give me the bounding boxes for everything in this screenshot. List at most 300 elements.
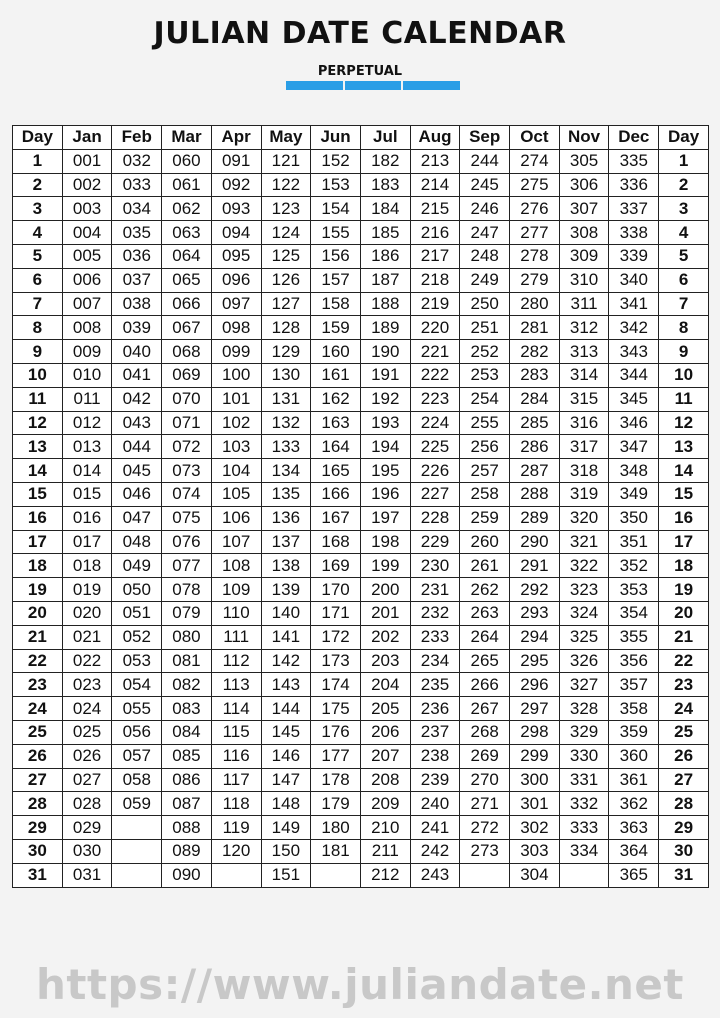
- julian-date-cell: 327: [559, 673, 609, 697]
- julian-date-cell: 325: [559, 625, 609, 649]
- julian-date-cell: 241: [410, 816, 460, 840]
- julian-date-cell: 202: [360, 625, 410, 649]
- julian-date-cell: 074: [162, 482, 212, 506]
- julian-date-cell: 033: [112, 173, 162, 197]
- julian-date-cell: 002: [62, 173, 112, 197]
- day-number-cell: 3: [659, 197, 709, 221]
- julian-date-cell: 354: [609, 601, 659, 625]
- day-number-cell: 6: [659, 268, 709, 292]
- julian-date-cell: 103: [211, 435, 261, 459]
- julian-date-cell: 248: [460, 244, 510, 268]
- julian-date-cell: 277: [510, 221, 560, 245]
- julian-date-cell: 135: [261, 482, 311, 506]
- julian-date-cell: 082: [162, 673, 212, 697]
- julian-date-cell: 174: [311, 673, 361, 697]
- accent-bar-segment: [286, 81, 343, 90]
- julian-date-cell: 246: [460, 197, 510, 221]
- julian-date-cell: [460, 863, 510, 887]
- julian-date-cell: 011: [62, 387, 112, 411]
- day-number-cell: 28: [659, 792, 709, 816]
- julian-date-cell: 087: [162, 792, 212, 816]
- julian-date-cell: 111: [211, 625, 261, 649]
- day-number-cell: 10: [659, 363, 709, 387]
- julian-date-cell: 101: [211, 387, 261, 411]
- julian-date-cell: 188: [360, 292, 410, 316]
- julian-date-cell: 365: [609, 863, 659, 887]
- julian-date-cell: 291: [510, 554, 560, 578]
- julian-date-cell: 227: [410, 482, 460, 506]
- table-row: [13, 863, 709, 887]
- accent-bar-segment: [345, 81, 402, 90]
- julian-date-cell: 117: [211, 768, 261, 792]
- day-number-cell: 6: [13, 268, 63, 292]
- julian-date-cell: 020: [62, 601, 112, 625]
- julian-date-cell: 086: [162, 768, 212, 792]
- julian-date-cell: 137: [261, 530, 311, 554]
- julian-date-cell: 217: [410, 244, 460, 268]
- julian-date-cell: 083: [162, 697, 212, 721]
- julian-date-cell: 034: [112, 197, 162, 221]
- julian-date-cell: 306: [559, 173, 609, 197]
- julian-date-cell: 222: [410, 363, 460, 387]
- julian-date-cell: 251: [460, 316, 510, 340]
- julian-date-cell: 207: [360, 744, 410, 768]
- day-number-cell: 27: [659, 768, 709, 792]
- julian-date-cell: 249: [460, 268, 510, 292]
- day-number-cell: 20: [13, 601, 63, 625]
- julian-date-cell: 261: [460, 554, 510, 578]
- page-title: JULIAN DATE CALENDAR: [153, 16, 567, 51]
- julian-date-cell: 280: [510, 292, 560, 316]
- julian-date-cell: 311: [559, 292, 609, 316]
- julian-date-cell: 072: [162, 435, 212, 459]
- julian-date-cell: 045: [112, 459, 162, 483]
- day-number-cell: 18: [13, 554, 63, 578]
- julian-date-cell: 334: [559, 839, 609, 863]
- day-number-cell: 21: [13, 625, 63, 649]
- julian-date-cell: 254: [460, 387, 510, 411]
- julian-date-cell: 339: [609, 244, 659, 268]
- julian-date-cell: 129: [261, 340, 311, 364]
- julian-date-cell: 154: [311, 197, 361, 221]
- julian-date-cell: 326: [559, 649, 609, 673]
- julian-date-cell: 158: [311, 292, 361, 316]
- julian-date-cell: 119: [211, 816, 261, 840]
- julian-date-cell: 104: [211, 459, 261, 483]
- julian-date-cell: 007: [62, 292, 112, 316]
- julian-date-cell: 155: [311, 221, 361, 245]
- julian-date-cell: 106: [211, 506, 261, 530]
- julian-date-cell: 253: [460, 363, 510, 387]
- julian-date-cell: 124: [261, 221, 311, 245]
- julian-date-cell: 226: [410, 459, 460, 483]
- julian-date-cell: 126: [261, 268, 311, 292]
- day-number-cell: 11: [659, 387, 709, 411]
- julian-date-cell: 024: [62, 697, 112, 721]
- julian-date-cell: 182: [360, 149, 410, 173]
- julian-date-cell: 076: [162, 530, 212, 554]
- julian-date-cell: 025: [62, 720, 112, 744]
- julian-date-cell: 331: [559, 768, 609, 792]
- julian-date-cell: 247: [460, 221, 510, 245]
- julian-date-cell: 234: [410, 649, 460, 673]
- julian-date-cell: 138: [261, 554, 311, 578]
- julian-date-cell: 167: [311, 506, 361, 530]
- day-number-cell: 16: [13, 506, 63, 530]
- julian-date-cell: 230: [410, 554, 460, 578]
- table-header-row: [13, 126, 709, 150]
- julian-date-cell: 244: [460, 149, 510, 173]
- julian-date-cell: 148: [261, 792, 311, 816]
- julian-date-cell: 177: [311, 744, 361, 768]
- julian-date-cell: 221: [410, 340, 460, 364]
- julian-date-cell: 276: [510, 197, 560, 221]
- julian-date-cell: 008: [62, 316, 112, 340]
- julian-date-cell: 272: [460, 816, 510, 840]
- julian-date-cell: 198: [360, 530, 410, 554]
- julian-date-cell: 290: [510, 530, 560, 554]
- julian-date-cell: 353: [609, 578, 659, 602]
- julian-date-cell: 288: [510, 482, 560, 506]
- julian-date-cell: 073: [162, 459, 212, 483]
- julian-date-cell: 139: [261, 578, 311, 602]
- julian-date-cell: 228: [410, 506, 460, 530]
- julian-date-cell: 014: [62, 459, 112, 483]
- julian-date-cell: 112: [211, 649, 261, 673]
- julian-date-cell: 048: [112, 530, 162, 554]
- julian-date-cell: 255: [460, 411, 510, 435]
- column-header: Day: [659, 126, 709, 150]
- julian-date-cell: 210: [360, 816, 410, 840]
- julian-date-cell: 192: [360, 387, 410, 411]
- column-header: Day: [13, 126, 63, 150]
- day-number-cell: 21: [659, 625, 709, 649]
- julian-date-cell: 193: [360, 411, 410, 435]
- julian-date-cell: 224: [410, 411, 460, 435]
- day-number-cell: 19: [13, 578, 63, 602]
- page-subtitle: PERPETUAL: [317, 64, 403, 79]
- accent-bar: [286, 81, 460, 90]
- julian-date-cell: 100: [211, 363, 261, 387]
- julian-date-cell: 360: [609, 744, 659, 768]
- table-row: [13, 792, 709, 816]
- julian-date-cell: 185: [360, 221, 410, 245]
- julian-date-cell: 146: [261, 744, 311, 768]
- julian-date-cell: 114: [211, 697, 261, 721]
- julian-date-cell: 097: [211, 292, 261, 316]
- julian-date-cell: 348: [609, 459, 659, 483]
- julian-date-cell: 279: [510, 268, 560, 292]
- day-number-cell: 13: [659, 435, 709, 459]
- julian-date-cell: 145: [261, 720, 311, 744]
- table-row: [13, 268, 709, 292]
- table-row: [13, 482, 709, 506]
- table-row: [13, 197, 709, 221]
- julian-date-cell: 196: [360, 482, 410, 506]
- day-number-cell: 4: [659, 221, 709, 245]
- julian-date-cell: 340: [609, 268, 659, 292]
- table-row: [13, 768, 709, 792]
- day-number-cell: 30: [659, 839, 709, 863]
- julian-date-cell: 257: [460, 459, 510, 483]
- julian-date-cell: 213: [410, 149, 460, 173]
- julian-date-cell: 266: [460, 673, 510, 697]
- julian-date-cell: 343: [609, 340, 659, 364]
- julian-date-cell: 036: [112, 244, 162, 268]
- julian-date-table: [12, 125, 709, 888]
- day-number-cell: 31: [13, 863, 63, 887]
- julian-date-cell: 091: [211, 149, 261, 173]
- julian-date-cell: 093: [211, 197, 261, 221]
- julian-date-cell: 260: [460, 530, 510, 554]
- julian-date-cell: 358: [609, 697, 659, 721]
- julian-date-cell: 026: [62, 744, 112, 768]
- julian-date-cell: 069: [162, 363, 212, 387]
- julian-date-cell: 108: [211, 554, 261, 578]
- julian-date-cell: 302: [510, 816, 560, 840]
- julian-date-cell: 092: [211, 173, 261, 197]
- julian-date-cell: 186: [360, 244, 410, 268]
- julian-date-cell: 205: [360, 697, 410, 721]
- julian-date-cell: 049: [112, 554, 162, 578]
- julian-date-cell: 113: [211, 673, 261, 697]
- julian-date-cell: 203: [360, 649, 410, 673]
- julian-date-cell: 300: [510, 768, 560, 792]
- julian-date-cell: 070: [162, 387, 212, 411]
- julian-date-cell: 169: [311, 554, 361, 578]
- julian-date-cell: 273: [460, 839, 510, 863]
- julian-date-cell: 061: [162, 173, 212, 197]
- julian-date-cell: 322: [559, 554, 609, 578]
- julian-date-cell: 351: [609, 530, 659, 554]
- julian-date-cell: 235: [410, 673, 460, 697]
- julian-date-cell: 039: [112, 316, 162, 340]
- julian-date-cell: 035: [112, 221, 162, 245]
- julian-date-cell: 271: [460, 792, 510, 816]
- julian-date-cell: 274: [510, 149, 560, 173]
- julian-date-cell: 105: [211, 482, 261, 506]
- julian-date-cell: 295: [510, 649, 560, 673]
- julian-date-cell: 345: [609, 387, 659, 411]
- julian-date-cell: 141: [261, 625, 311, 649]
- julian-date-cell: 304: [510, 863, 560, 887]
- julian-date-cell: 350: [609, 506, 659, 530]
- day-number-cell: 12: [13, 411, 63, 435]
- julian-date-cell: 060: [162, 149, 212, 173]
- julian-date-cell: 023: [62, 673, 112, 697]
- julian-date-cell: 067: [162, 316, 212, 340]
- julian-date-cell: 010: [62, 363, 112, 387]
- julian-date-cell: 094: [211, 221, 261, 245]
- julian-date-cell: 144: [261, 697, 311, 721]
- julian-date-cell: 275: [510, 173, 560, 197]
- julian-date-cell: 323: [559, 578, 609, 602]
- julian-date-cell: 003: [62, 197, 112, 221]
- day-number-cell: 4: [13, 221, 63, 245]
- day-number-cell: 22: [13, 649, 63, 673]
- julian-date-cell: 116: [211, 744, 261, 768]
- day-number-cell: 17: [13, 530, 63, 554]
- julian-date-cell: 161: [311, 363, 361, 387]
- julian-date-cell: 095: [211, 244, 261, 268]
- julian-date-cell: 068: [162, 340, 212, 364]
- table-row: [13, 578, 709, 602]
- julian-date-cell: 178: [311, 768, 361, 792]
- julian-date-cell: 317: [559, 435, 609, 459]
- julian-date-cell: 163: [311, 411, 361, 435]
- julian-date-cell: 130: [261, 363, 311, 387]
- julian-date-cell: 053: [112, 649, 162, 673]
- julian-date-cell: 055: [112, 697, 162, 721]
- day-number-cell: 14: [659, 459, 709, 483]
- day-number-cell: 11: [13, 387, 63, 411]
- day-number-cell: 13: [13, 435, 63, 459]
- day-number-cell: 24: [659, 697, 709, 721]
- day-number-cell: 3: [13, 197, 63, 221]
- julian-date-cell: 059: [112, 792, 162, 816]
- day-number-cell: 8: [659, 316, 709, 340]
- day-number-cell: 29: [659, 816, 709, 840]
- accent-bar-segment: [403, 81, 460, 90]
- day-number-cell: 29: [13, 816, 63, 840]
- day-number-cell: 15: [13, 482, 63, 506]
- table-row: [13, 720, 709, 744]
- table-row: [13, 459, 709, 483]
- julian-date-cell: 042: [112, 387, 162, 411]
- julian-date-cell: 062: [162, 197, 212, 221]
- julian-date-cell: 215: [410, 197, 460, 221]
- julian-date-cell: 305: [559, 149, 609, 173]
- julian-date-cell: 324: [559, 601, 609, 625]
- julian-date-cell: 136: [261, 506, 311, 530]
- julian-date-cell: 109: [211, 578, 261, 602]
- julian-date-cell: 018: [62, 554, 112, 578]
- day-number-cell: 5: [13, 244, 63, 268]
- julian-date-cell: 131: [261, 387, 311, 411]
- julian-date-cell: 022: [62, 649, 112, 673]
- julian-date-cell: 179: [311, 792, 361, 816]
- table-row: [13, 697, 709, 721]
- julian-date-cell: 030: [62, 839, 112, 863]
- julian-date-cell: 332: [559, 792, 609, 816]
- julian-date-cell: 283: [510, 363, 560, 387]
- table-row: [13, 316, 709, 340]
- julian-date-cell: 125: [261, 244, 311, 268]
- day-number-cell: 23: [659, 673, 709, 697]
- table-row: [13, 816, 709, 840]
- day-number-cell: 27: [13, 768, 63, 792]
- julian-date-cell: 080: [162, 625, 212, 649]
- julian-date-cell: 284: [510, 387, 560, 411]
- julian-date-cell: 172: [311, 625, 361, 649]
- table-row: [13, 149, 709, 173]
- day-number-cell: 26: [659, 744, 709, 768]
- julian-date-cell: 043: [112, 411, 162, 435]
- julian-date-cell: 189: [360, 316, 410, 340]
- julian-date-cell: 184: [360, 197, 410, 221]
- table-row: [13, 387, 709, 411]
- julian-date-cell: 050: [112, 578, 162, 602]
- julian-date-cell: 142: [261, 649, 311, 673]
- julian-date-cell: 051: [112, 601, 162, 625]
- julian-date-cell: 120: [211, 839, 261, 863]
- julian-date-cell: 238: [410, 744, 460, 768]
- julian-date-cell: 153: [311, 173, 361, 197]
- table-row: [13, 625, 709, 649]
- day-number-cell: 16: [659, 506, 709, 530]
- julian-date-cell: 063: [162, 221, 212, 245]
- column-header: Aug: [410, 126, 460, 150]
- day-number-cell: 31: [659, 863, 709, 887]
- julian-date-cell: 175: [311, 697, 361, 721]
- julian-date-cell: 150: [261, 839, 311, 863]
- julian-date-cell: 286: [510, 435, 560, 459]
- julian-date-cell: 171: [311, 601, 361, 625]
- julian-date-cell: 293: [510, 601, 560, 625]
- julian-date-cell: 088: [162, 816, 212, 840]
- julian-date-cell: 156: [311, 244, 361, 268]
- day-number-cell: 12: [659, 411, 709, 435]
- day-number-cell: 26: [13, 744, 63, 768]
- julian-date-cell: 333: [559, 816, 609, 840]
- julian-date-cell: 204: [360, 673, 410, 697]
- julian-date-cell: 314: [559, 363, 609, 387]
- julian-date-cell: 071: [162, 411, 212, 435]
- julian-date-cell: 016: [62, 506, 112, 530]
- julian-date-cell: 066: [162, 292, 212, 316]
- julian-date-cell: 220: [410, 316, 460, 340]
- julian-date-cell: 223: [410, 387, 460, 411]
- julian-date-cell: 134: [261, 459, 311, 483]
- julian-date-cell: 187: [360, 268, 410, 292]
- julian-date-cell: 151: [261, 863, 311, 887]
- day-number-cell: 15: [659, 482, 709, 506]
- julian-date-cell: 195: [360, 459, 410, 483]
- julian-date-cell: 310: [559, 268, 609, 292]
- julian-date-cell: 168: [311, 530, 361, 554]
- julian-date-cell: 132: [261, 411, 311, 435]
- julian-date-cell: 318: [559, 459, 609, 483]
- table-row: [13, 649, 709, 673]
- julian-date-cell: 355: [609, 625, 659, 649]
- julian-date-cell: 027: [62, 768, 112, 792]
- julian-date-cell: 107: [211, 530, 261, 554]
- julian-date-cell: 194: [360, 435, 410, 459]
- julian-date-cell: 200: [360, 578, 410, 602]
- julian-date-cell: 017: [62, 530, 112, 554]
- day-number-cell: 20: [659, 601, 709, 625]
- table-body: [13, 149, 709, 887]
- julian-date-cell: 052: [112, 625, 162, 649]
- day-number-cell: 17: [659, 530, 709, 554]
- julian-date-cell: 019: [62, 578, 112, 602]
- julian-date-cell: 159: [311, 316, 361, 340]
- julian-date-cell: 032: [112, 149, 162, 173]
- julian-date-cell: 166: [311, 482, 361, 506]
- julian-date-cell: 361: [609, 768, 659, 792]
- julian-date-cell: 183: [360, 173, 410, 197]
- julian-date-cell: 338: [609, 221, 659, 245]
- julian-date-cell: 009: [62, 340, 112, 364]
- julian-date-cell: 004: [62, 221, 112, 245]
- table-row: [13, 244, 709, 268]
- julian-date-cell: 015: [62, 482, 112, 506]
- column-header: Feb: [112, 126, 162, 150]
- julian-date-cell: 164: [311, 435, 361, 459]
- julian-date-cell: 268: [460, 720, 510, 744]
- julian-date-cell: 315: [559, 387, 609, 411]
- julian-date-cell: 231: [410, 578, 460, 602]
